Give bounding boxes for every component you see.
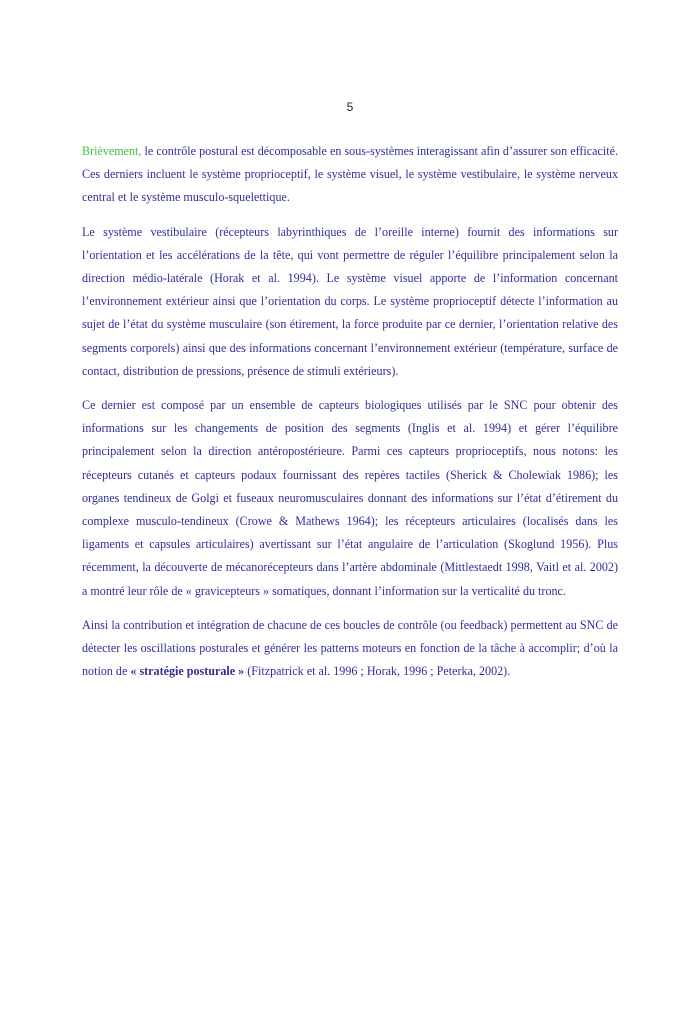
paragraph-1-text: le contrôle postural est décomposable en sous-systèmes interagissant afin d’assurer son efficacité. Ces derniers incluent le système proprioceptif, le système visuel, le système vestibulaire, le système nerveux central et le système musculo-squelettique.: [82, 144, 618, 205]
paragraph-1-lead: Brièvement,: [82, 144, 142, 158]
paragraph-4-emphasis: « stratégie posturale »: [130, 664, 245, 679]
paragraph-1: [82, 140, 618, 210]
paragraph-3: Ce dernier est composé par un ensemble de capteurs biologiques utilisés par le SNC pour obtenir des informations sur les changements de position des segments (Inglis et al. 1994) et gérer l’équilibre principalement selon la direction antéropostérieure. Parmi ces capteurs proprioceptifs, nous notons: les récepteurs cutanés et capteurs podaux fournissant des repères tactiles (Sherick & Cholewiak 1986); les organes tendineux de Golgi et fuseaux neuromusculaires donnant des informations sur l’état d’étirement du complexe musculo-tendineux (Crowe & Mathews 1964); les récepteurs articulaires (localisés dans les ligaments et capsules articulaires) avertissant sur l’état angulaire de l’articulation (Skoglund 1956). Plus récemment, la découverte de mécanorécepteurs dans l’artère abdominale (Mittlestaedt 1998, Vaitl et al. 2002) a montré leur rôle de « gravicepteurs » somatiques, donnant l’information sur la verticalité du tronc.: [82, 398, 618, 598]
paragraph-2: Le système vestibulaire (récepteurs labyrinthiques de l’oreille interne) fournit des informations sur l’orientation et les accélérations de la tête, qui vont permettre de réguler l’équilibre principalement selon la direction médio-latérale (Horak et al. 1994). Le système visuel apporte de l’information concernant l’environnement extérieur ainsi que l’orientation du corps. Le système proprioceptif détecte l’information au sujet de l’état du système musculaire (son étirement, la force produite par ce dernier, l’orientation relative des segments corporels) ainsi que des informations concernant l’environnement extérieur (température, surface de contact, distribution de pressions, présence de stimuli extérieurs).: [82, 224, 618, 378]
body-text: [82, 140, 618, 694]
paragraph-4-text-before: Ainsi la contribution et intégration de chacune de ces boucles de contrôle (ou feedback) permettent au SNC de détecter les oscillations posturales et générer les patterns moteurs en fonction de la tâche à accomplir; d’où la notion de: [82, 617, 618, 679]
paragraph-4: [82, 614, 618, 684]
page-number: 5: [346, 100, 354, 114]
paragraph-4-text-after: (Fitzpatrick et al. 1996 ; Horak, 1996 ; Peterka, 2002).: [244, 664, 511, 679]
